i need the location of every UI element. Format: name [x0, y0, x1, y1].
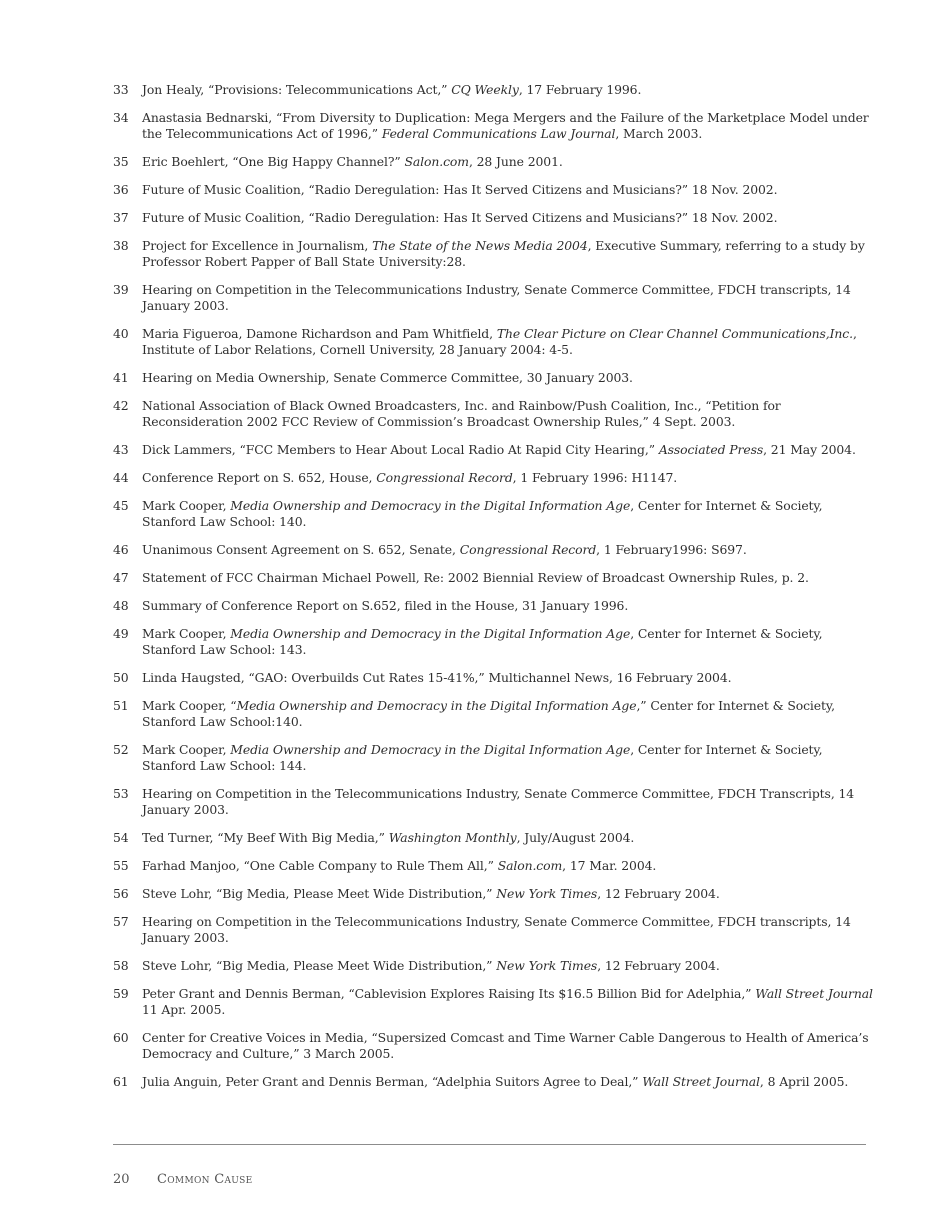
- endnote-text-segment: , 28 June 2001.: [468, 154, 563, 169]
- endnote-text-segment: Maria Figueroa, Damone Richardson and Pam Whitfield,: [142, 326, 497, 341]
- endnote-title-italic: The Clear Picture on Clear Channel Communications,Inc.: [496, 326, 853, 341]
- endnote-text-segment: Conference Report on S. 652, House,: [142, 470, 377, 485]
- endnote-text-segment: , Center for Internet & Society, Stanford Law School: 144.: [142, 742, 823, 773]
- endnote-item: [113, 154, 873, 170]
- endnote-text-segment: , 12 February 2004.: [597, 958, 720, 973]
- endnote-text-segment: Julia Anguin, Peter Grant and Dennis Berman, “Adelphia Suitors Agree to Deal,”: [142, 1074, 643, 1089]
- endnote-number: 59: [113, 986, 129, 1001]
- endnote-text: [142, 442, 873, 458]
- endnote-number: 48: [113, 598, 129, 613]
- endnote-number: 45: [113, 498, 129, 513]
- endnotes-list: [113, 82, 873, 1102]
- endnote-item: [113, 670, 873, 686]
- endnote-title-italic: Media Ownership and Democracy in the Digital Information Age: [230, 626, 631, 641]
- endnote-number: 61: [113, 1074, 129, 1089]
- endnote-text-segment: Mark Cooper,: [142, 626, 231, 641]
- endnote-text-segment: Hearing on Competition in the Telecommunications Industry, Senate Commerce Committee, FDCH transcripts, 14 January 2003.: [142, 914, 851, 945]
- endnote-text-segment: Eric Boehlert, “One Big Happy Channel?”: [142, 154, 405, 169]
- endnote-text-segment: Project for Excellence in Journalism,: [142, 238, 373, 253]
- endnote-title-italic: The State of the News Media 2004: [372, 238, 588, 253]
- endnote-item: [113, 110, 873, 142]
- endnote-text: [142, 498, 873, 530]
- endnote-text: [142, 110, 873, 142]
- endnote-item: [113, 398, 873, 430]
- endnote-text: [142, 542, 873, 558]
- endnote-number: 60: [113, 1030, 129, 1045]
- endnote-item: [113, 542, 873, 558]
- endnote-number: 53: [113, 786, 129, 801]
- endnote-title-italic: Salon.com: [404, 154, 469, 169]
- endnote-item: [113, 238, 873, 270]
- endnote-item: [113, 182, 873, 198]
- page-footer: [113, 1172, 253, 1187]
- endnote-text-segment: , 8 April 2005.: [759, 1074, 849, 1089]
- endnote-text-segment: , Executive Summary, referring to a study by Professor Robert Papper of Ball State University:28.: [142, 238, 865, 269]
- endnote-text-segment: Center for Creative Voices in Media, “Supersized Comcast and Time Warner Cable Dangerous to Health of America’s Democracy and Culture,” 3 March 2005.: [142, 1030, 869, 1061]
- endnote-text: [142, 858, 873, 874]
- endnote-item: [113, 470, 873, 486]
- endnote-text-segment: Mark Cooper,: [142, 742, 231, 757]
- endnote-text-segment: Hearing on Media Ownership, Senate Commerce Committee, 30 January 2003.: [142, 370, 633, 385]
- endnote-text-segment: Mark Cooper,: [142, 498, 231, 513]
- endnote-number: 38: [113, 238, 129, 253]
- endnote-item: [113, 786, 873, 818]
- endnote-title-italic: New York Times: [496, 958, 598, 973]
- endnote-item: [113, 1074, 873, 1090]
- endnote-number: 49: [113, 626, 129, 641]
- endnote-number: 52: [113, 742, 129, 757]
- endnote-item: [113, 958, 873, 974]
- endnote-text-segment: , 17 February 1996.: [518, 82, 642, 97]
- endnote-number: 35: [113, 154, 129, 169]
- endnote-item: [113, 370, 873, 386]
- endnote-text: [142, 326, 873, 358]
- endnote-item: [113, 698, 873, 730]
- endnote-text-segment: Future of Music Coalition, “Radio Deregulation: Has It Served Citizens and Musicians?” 18 Nov. 2002.: [142, 182, 778, 197]
- endnote-text-segment: , 12 February 2004.: [597, 886, 720, 901]
- endnote-text-segment: Dick Lammers, “FCC Members to Hear About Local Radio At Rapid City Hearing,”: [142, 442, 659, 457]
- endnote-text-segment: Steve Lohr, “Big Media, Please Meet Wide Distribution,”: [142, 958, 497, 973]
- endnote-title-italic: Media Ownership and Democracy in the Digital Information Age: [236, 698, 637, 713]
- endnote-item: [113, 442, 873, 458]
- endnote-item: [113, 82, 873, 98]
- endnote-text-segment: Ted Turner, “My Beef With Big Media,”: [142, 830, 389, 845]
- endnote-text: [142, 398, 873, 430]
- endnote-number: 54: [113, 830, 129, 845]
- endnote-text-segment: Steve Lohr, “Big Media, Please Meet Wide Distribution,”: [142, 886, 497, 901]
- endnote-text-segment: Hearing on Competition in the Telecommunications Industry, Senate Commerce Committee, FDCH transcripts, 14 January 2003.: [142, 282, 851, 313]
- endnote-text-segment: , 21 May 2004.: [763, 442, 856, 457]
- endnote-text: [142, 958, 873, 974]
- endnote-item: [113, 282, 873, 314]
- endnote-item: [113, 914, 873, 946]
- endnote-text: [142, 1074, 873, 1090]
- endnote-text: [142, 830, 873, 846]
- endnote-number: 50: [113, 670, 129, 685]
- endnote-number: 51: [113, 698, 129, 713]
- endnote-title-italic: CQ Weekly: [451, 82, 519, 97]
- endnote-title-italic: Associated Press: [658, 442, 764, 457]
- endnote-title-italic: Washington Monthly: [388, 830, 517, 845]
- endnote-number: 36: [113, 182, 129, 197]
- endnote-text-segment: ,” Center for Internet & Society, Stanford Law School:140.: [142, 698, 835, 729]
- endnote-number: 56: [113, 886, 129, 901]
- endnote-text-segment: Anastasia Bednarski, “From Diversity to Duplication: Mega Mergers and the Failure of the Marketplace Model under the Telecommunications Act of 1996,”: [142, 110, 869, 141]
- endnote-text-segment: , Center for Internet & Society, Stanford Law School: 140.: [142, 498, 823, 529]
- endnote-item: [113, 326, 873, 358]
- endnote-number: 44: [113, 470, 129, 485]
- endnote-item: [113, 742, 873, 774]
- endnote-text-segment: , 1 February 1996: H1147.: [512, 470, 678, 485]
- endnote-text-segment: , July/August 2004.: [516, 830, 635, 845]
- endnote-text: [142, 786, 873, 818]
- endnote-text: [142, 570, 873, 586]
- endnote-number: 37: [113, 210, 129, 225]
- endnote-number: 40: [113, 326, 129, 341]
- endnote-text: [142, 238, 873, 270]
- endnote-number: 46: [113, 542, 129, 557]
- endnote-item: [113, 498, 873, 530]
- endnote-number: 33: [113, 82, 129, 97]
- endnote-text: [142, 886, 873, 902]
- endnote-item: [113, 1030, 873, 1062]
- footer-organization: Common Cause: [157, 1172, 253, 1187]
- endnote-text-segment: Linda Haugsted, “GAO: Overbuilds Cut Rates 15-41%,” Multichannel News, 16 February 2004.: [142, 670, 732, 685]
- endnote-number: 43: [113, 442, 129, 457]
- endnote-text: [142, 626, 873, 658]
- endnote-title-italic: Media Ownership and Democracy in the Digital Information Age: [230, 742, 631, 757]
- endnote-title-italic: Congressional Record: [459, 542, 597, 557]
- endnote-title-italic: Wall Street Journal: [755, 986, 873, 1001]
- endnote-number: 42: [113, 398, 129, 413]
- endnote-item: [113, 210, 873, 226]
- endnote-text-segment: Hearing on Competition in the Telecommunications Industry, Senate Commerce Committee, FDCH Transcripts, 14 January 2003.: [142, 786, 855, 817]
- endnote-title-italic: Media Ownership and Democracy in the Digital Information Age: [230, 498, 631, 513]
- endnote-text-segment: Unanimous Consent Agreement on S. 652, Senate,: [142, 542, 460, 557]
- endnote-text-segment: 11 Apr. 2005.: [142, 1002, 226, 1017]
- endnote-text-segment: Farhad Manjoo, “One Cable Company to Rule Them All,”: [142, 858, 498, 873]
- endnote-text: [142, 470, 873, 486]
- page-number: 20: [113, 1172, 130, 1187]
- endnote-text-segment: National Association of Black Owned Broadcasters, Inc. and Rainbow/Push Coalition, Inc., “Petition for Reconsideration 2002 FCC Review of Commission’s Broadcast Ownership Rules,” 4 Sept. 2003.: [142, 398, 781, 429]
- endnote-text: [142, 370, 873, 386]
- endnote-title-italic: Congressional Record: [376, 470, 513, 485]
- endnote-number: 58: [113, 958, 129, 973]
- endnote-text: [142, 670, 873, 686]
- endnote-text-segment: , Center for Internet & Society, Stanford Law School: 143.: [142, 626, 823, 657]
- footer-divider: [113, 1144, 866, 1145]
- endnote-item: [113, 858, 873, 874]
- endnote-text-segment: Mark Cooper, “: [142, 698, 237, 713]
- endnote-item: [113, 986, 873, 1018]
- endnote-text-segment: , 1 February1996: S697.: [596, 542, 747, 557]
- endnote-text: [142, 282, 873, 314]
- endnote-text: [142, 182, 873, 198]
- endnote-text: [142, 698, 873, 730]
- endnote-text: [142, 914, 873, 946]
- endnote-number: 34: [113, 110, 129, 125]
- endnote-title-italic: Federal Communications Law Journal: [381, 126, 616, 141]
- endnote-text: [142, 598, 873, 614]
- endnote-text: [142, 210, 873, 226]
- endnote-number: 41: [113, 370, 129, 385]
- endnote-text-segment: , 17 Mar. 2004.: [562, 858, 657, 873]
- endnote-text-segment: , Institute of Labor Relations, Cornell University, 28 January 2004: 4-5.: [142, 326, 857, 357]
- endnote-text: [142, 986, 873, 1018]
- endnote-text: [142, 1030, 873, 1062]
- endnote-number: 47: [113, 570, 129, 585]
- endnote-title-italic: Wall Street Journal: [642, 1074, 760, 1089]
- endnote-text: [142, 154, 873, 170]
- endnote-text-segment: Jon Healy, “Provisions: Telecommunications Act,”: [142, 82, 452, 97]
- endnote-item: [113, 626, 873, 658]
- endnote-number: 57: [113, 914, 129, 929]
- endnote-number: 55: [113, 858, 129, 873]
- endnote-item: [113, 830, 873, 846]
- endnote-text-segment: Peter Grant and Dennis Berman, “Cablevision Explores Raising Its $16.5 Billion Bid for Adelphia,”: [142, 986, 756, 1001]
- endnote-item: [113, 598, 873, 614]
- endnote-title-italic: New York Times: [496, 886, 598, 901]
- endnote-number: 39: [113, 282, 129, 297]
- endnote-text-segment: Summary of Conference Report on S.652, filed in the House, 31 January 1996.: [142, 598, 629, 613]
- endnote-item: [113, 570, 873, 586]
- endnote-text: [142, 742, 873, 774]
- endnote-title-italic: Salon.com: [497, 858, 563, 873]
- endnote-text: [142, 82, 873, 98]
- endnote-item: [113, 886, 873, 902]
- endnote-text-segment: , March 2003.: [615, 126, 703, 141]
- endnote-text-segment: Future of Music Coalition, “Radio Deregulation: Has It Served Citizens and Musicians?” 18 Nov. 2002.: [142, 210, 778, 225]
- endnote-text-segment: Statement of FCC Chairman Michael Powell, Re: 2002 Biennial Review of Broadcast Ownership Rules, p. 2.: [142, 570, 809, 585]
